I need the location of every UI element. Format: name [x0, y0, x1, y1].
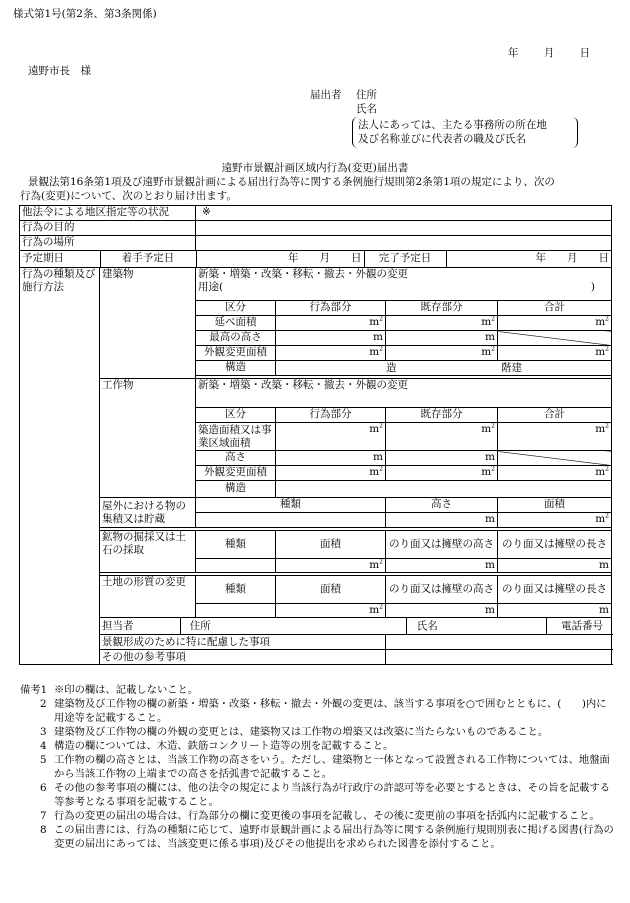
applicant-label: 届出者	[310, 89, 342, 101]
building-row-struct: 構造	[196, 361, 276, 376]
structure-height-exist[interactable]: m	[386, 451, 498, 466]
address-label: 住所	[356, 89, 377, 101]
building-row-height: 最高の高さ	[196, 331, 276, 346]
land-area-field[interactable]: $m^2$	[276, 604, 386, 618]
landscape-consideration-label: 景観形成のために特に配慮した事項	[100, 635, 386, 650]
structure-row-area: 築造面積又は事業区域面積	[196, 423, 276, 451]
notification-form	[19, 205, 612, 665]
contact-address-label: 住所	[180, 618, 220, 634]
building-col-kubun: 区分	[196, 301, 276, 316]
remark-item: 2 建築物及び工作物の欄の新築・増築・改築・移転・撤去・外観の変更は、該当する事項を○で囲むとともに、( )内に用途等を記載すること。	[40, 698, 607, 724]
building-height-act[interactable]: m	[276, 331, 386, 346]
remark-item: 5 工作物の欄の高さとは、当該工作物の高さをいう。ただし、建築物と一体となって設置される工作物については、地盤面から当該工作物の上端までの高さを括弧書で記載すること。	[40, 754, 610, 780]
schedule-row	[20, 251, 611, 267]
remark-item: 3 建築物及び工作物の欄の外観の変更とは、建築物又は工作物の増築又は改築に当たらないものであること。	[40, 726, 549, 738]
mining-label: 鉱物の掘採又は土石の採取	[100, 531, 196, 573]
mining-col-area: 面積	[276, 531, 386, 559]
structure-struct-field[interactable]	[276, 481, 612, 498]
form-number: 様式第1号(第2条、第3条関係)	[13, 8, 157, 20]
structure-actions[interactable]: 新築・増築・改築・移転・撤去・外観の変更	[196, 379, 612, 408]
start-date-label: 着手予定日	[100, 251, 196, 267]
remark-item: 7 行為の変更の届出の場合は、行為部分の欄に変更後の事項を記載し、その後に変更前の事項を括弧内に記載すること。	[40, 810, 600, 822]
corporation-note-line1: 法人にあっては、主たる事務所の所在地	[358, 119, 547, 131]
building-col-exist: 既存部分	[386, 301, 498, 316]
structure-col-kubun: 区分	[196, 408, 276, 423]
structure-height-total-void	[498, 451, 612, 466]
struct-zo: 造	[386, 362, 397, 374]
place-field[interactable]	[196, 236, 612, 251]
building-facade-exist[interactable]: $m^2$	[386, 346, 498, 361]
structure-area-act[interactable]: $m^2$	[276, 423, 386, 451]
land-label: 土地の形質の変更	[100, 576, 196, 618]
structure-facade-total[interactable]: $m^2$	[498, 466, 612, 481]
building-col-act: 行為部分	[276, 301, 386, 316]
outdoor-col-kind: 種類	[196, 498, 386, 513]
place-label: 行為の場所	[20, 236, 196, 251]
outdoor-height-field[interactable]: m	[386, 513, 498, 528]
building-floor-total[interactable]: $m^2$	[498, 316, 612, 331]
intro-line1: 景観法第16条第1項及び遠野市景観計画による届出行為等に関する条例施行規則第2条第1項の規定により、次の	[28, 176, 555, 188]
schedule-label: 予定期日	[20, 251, 100, 267]
other-reference-field[interactable]	[386, 650, 612, 665]
building-actions[interactable]	[196, 268, 612, 301]
structure-col-total: 合計	[498, 408, 612, 423]
outdoor-col-area: 面積	[498, 498, 612, 513]
mining-col-slope-height: のり面又は擁壁の高さ	[386, 531, 498, 559]
mining-kind-field[interactable]	[196, 559, 276, 573]
start-date-field[interactable]: 年 月 日	[196, 251, 364, 267]
building-height-exist[interactable]: m	[386, 331, 498, 346]
building-height-total-void	[498, 331, 612, 346]
mining-area-field[interactable]: $m^2$	[276, 559, 386, 573]
type-method-label: 行為の種類及び施行方法	[20, 268, 100, 665]
land-col-kind: 種類	[196, 576, 276, 604]
other-reference-label: その他の参考事項	[100, 650, 386, 665]
corporation-note-line2: 及び名称並びに代表者の職及び氏名	[358, 133, 526, 145]
structure-area-total[interactable]: $m^2$	[498, 423, 612, 451]
outdoor-label: 屋外における物の集積又は貯蔵	[100, 498, 196, 528]
structure-row-height: 高さ	[196, 451, 276, 466]
building-col-total: 合計	[498, 301, 612, 316]
building-usage-label: 用途(	[198, 281, 224, 294]
building-row-facade: 外観変更面積	[196, 346, 276, 361]
outdoor-col-height: 高さ	[386, 498, 498, 513]
building-row-floor: 延べ面積	[196, 316, 276, 331]
end-date-field[interactable]: 年 月 日	[446, 251, 611, 267]
landscape-consideration-field[interactable]	[386, 635, 612, 650]
addressee: 遠野市長 様	[28, 65, 91, 77]
intro-line2: 行為(変更)について、次のとおり届け出ます。	[20, 190, 237, 202]
structure-area-exist[interactable]: $m^2$	[386, 423, 498, 451]
purpose-label: 行為の目的	[20, 221, 196, 236]
building-struct-field[interactable]	[276, 361, 612, 376]
contact-name-field[interactable]	[448, 618, 546, 634]
building-action-options[interactable]: 新築・増築・改築・移転・撤去・外観の変更	[198, 268, 408, 280]
office-use-mark: ※	[202, 206, 211, 219]
purpose-field[interactable]	[196, 221, 612, 236]
document-title: 遠野市景観計画区域内行為(変更)届出書	[221, 162, 409, 174]
outdoor-area-field[interactable]: $m^2$	[498, 513, 612, 528]
mining-slope-length-field[interactable]: m	[498, 559, 612, 573]
remark-item: 備考1 ※印の欄は、記載しないこと。	[20, 684, 199, 696]
building-facade-act[interactable]: $m^2$	[276, 346, 386, 361]
remarks	[20, 683, 616, 851]
land-slope-height-field[interactable]: m	[386, 604, 498, 618]
contact-name-label: 氏名	[406, 618, 448, 634]
building-label: 建築物	[100, 268, 196, 379]
structure-facade-exist[interactable]: $m^2$	[386, 466, 498, 481]
end-date-label: 完了予定日	[364, 251, 446, 267]
name-label: 氏名	[356, 103, 377, 115]
structure-row-struct: 構造	[196, 481, 276, 498]
remark-item: 6 その他の参考事項の欄には、他の法令の規定により当該行為が行政庁の許認可等を必要とするときは、その旨を記載する等参考となる事項を記載すること。	[40, 782, 611, 808]
date-line: 年 月 日	[508, 47, 591, 59]
mining-col-slope-length: のり面又は擁壁の長さ	[498, 531, 612, 559]
building-floor-exist[interactable]: $m^2$	[386, 316, 498, 331]
contact-tel-label: 電話番号	[546, 618, 612, 634]
structure-row-facade: 外観変更面積	[196, 466, 276, 481]
outdoor-kind-field[interactable]	[196, 513, 386, 528]
land-col-slope-length: のり面又は擁壁の長さ	[498, 576, 612, 604]
structure-facade-act[interactable]: $m^2$	[276, 466, 386, 481]
structure-label: 工作物	[100, 379, 196, 498]
building-facade-total[interactable]: $m^2$	[498, 346, 612, 361]
other-law-label: 他法令による地区指定等の状況	[20, 206, 196, 221]
structure-col-act: 行為部分	[276, 408, 386, 423]
building-floor-act[interactable]: $m^2$	[276, 316, 386, 331]
mining-slope-height-field[interactable]: m	[386, 559, 498, 573]
contact-address-field[interactable]	[220, 618, 406, 634]
remark-item: 4 構造の欄については、木造、鉄筋コンクリート造等の別を記載すること。	[40, 740, 394, 752]
structure-col-exist: 既存部分	[386, 408, 498, 423]
land-slope-length-field[interactable]: m	[498, 604, 612, 618]
land-col-slope-height: のり面又は擁壁の高さ	[386, 576, 498, 604]
land-col-area: 面積	[276, 576, 386, 604]
contact-label: 担当者	[100, 618, 180, 634]
struct-kai: 階建	[501, 362, 522, 374]
contact-row	[100, 618, 612, 634]
mining-col-kind: 種類	[196, 531, 276, 559]
remark-item: 8 この届出書には、行為の種類に応じて、遠野市景観計画による届出行為等に関する条例施行規則別表に掲げる図書(行為の変更の届出にあっては、当該変更に係る事項)及びその他提出を求められた図書を添付すること。	[40, 824, 614, 850]
other-law-field[interactable]	[196, 206, 612, 221]
building-usage-close: )	[590, 281, 595, 294]
structure-height-act[interactable]: m	[276, 451, 386, 466]
land-kind-field[interactable]	[196, 604, 276, 618]
